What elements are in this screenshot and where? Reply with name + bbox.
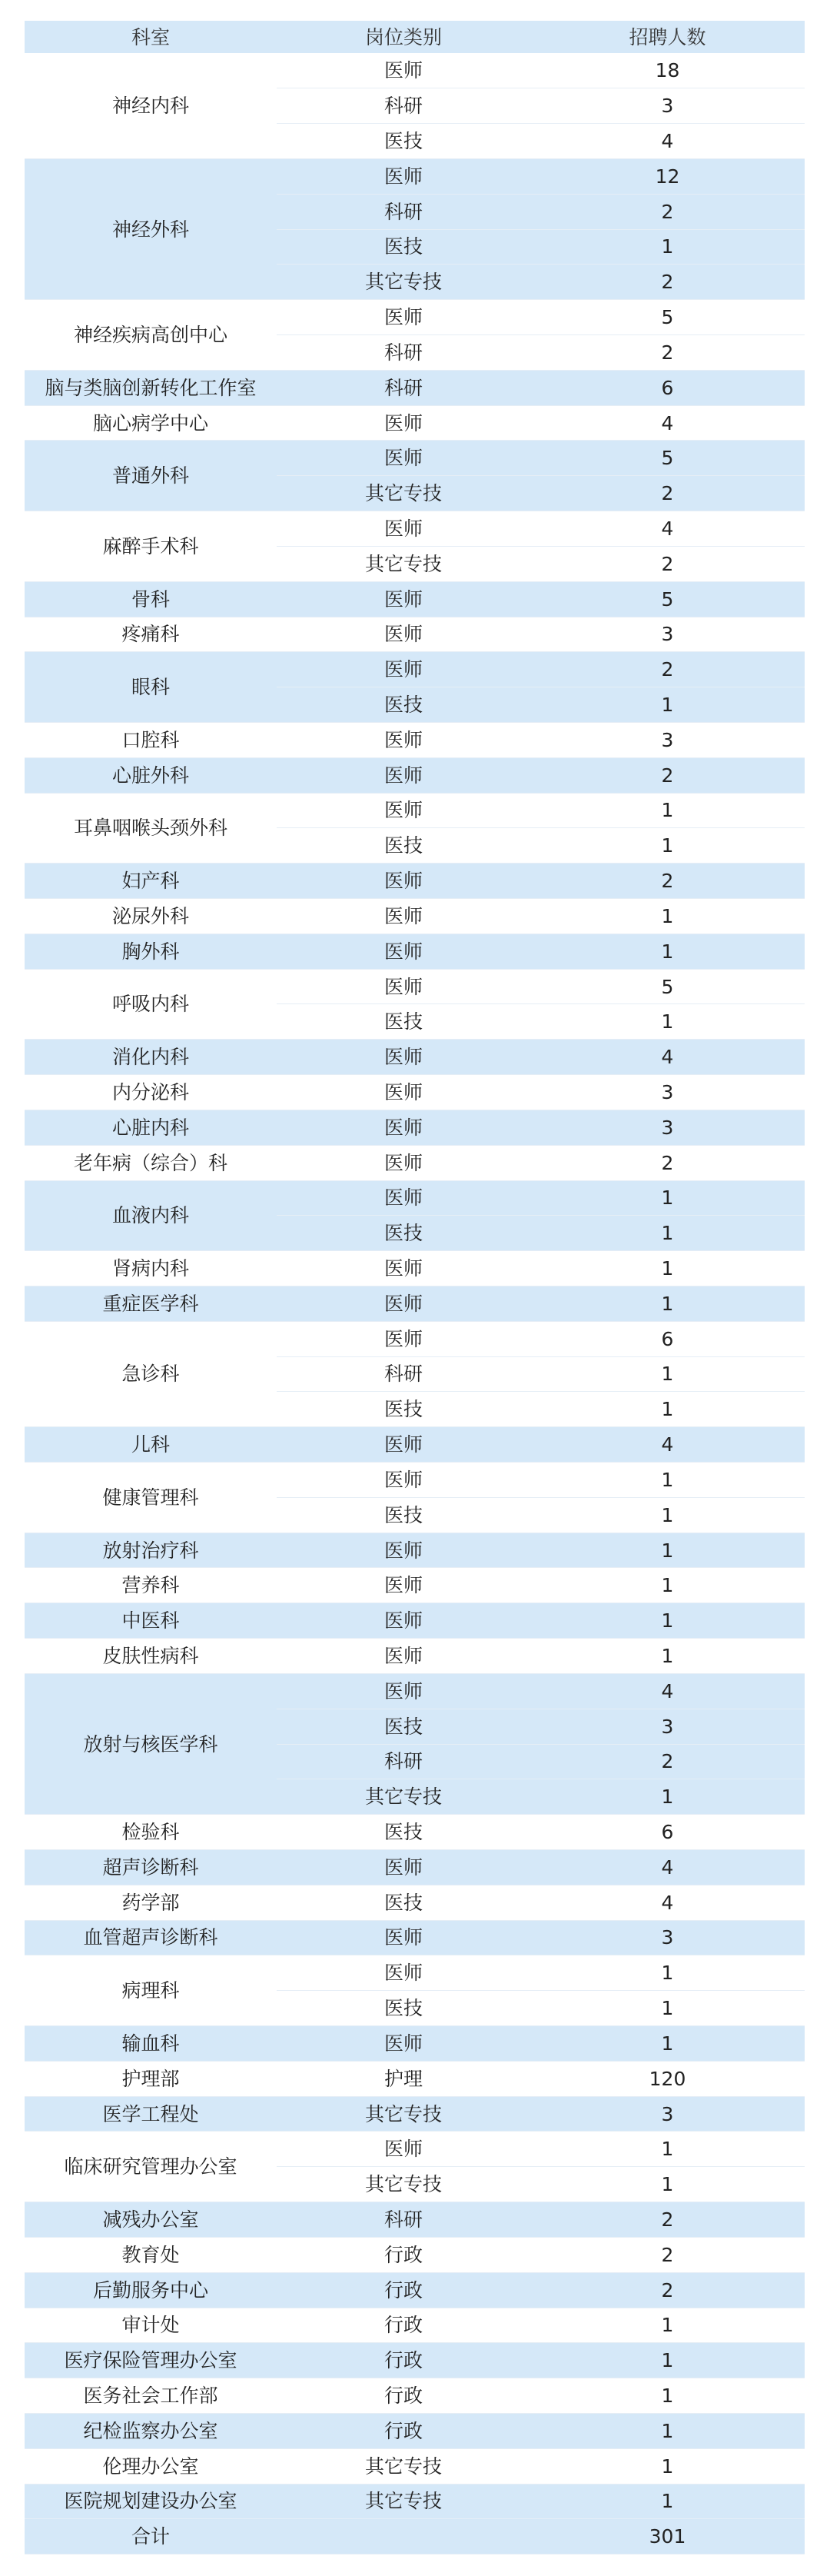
table-row [25, 1075, 805, 1110]
position-type-cell: 其它专技 [277, 2448, 530, 2484]
hiring-count-cell: 2 [530, 546, 805, 581]
position-type-cell: 医师 [277, 864, 530, 899]
department-cell: 检验科 [25, 1815, 277, 1850]
position-type-cell: 医师 [277, 300, 530, 335]
department-cell: 心脏内科 [25, 1110, 277, 1145]
position-type-cell: 医技 [277, 1004, 530, 1040]
table-row [25, 864, 805, 899]
table-row [25, 1955, 805, 1991]
hiring-count-cell: 1 [530, 899, 805, 934]
table-row [25, 2202, 805, 2238]
table-row [25, 2272, 805, 2308]
table-row [25, 370, 805, 405]
total-label: 合计 [25, 2519, 277, 2554]
table-row [25, 1040, 805, 1075]
position-type-cell: 医师 [277, 793, 530, 828]
department-cell: 脑与类脑创新转化工作室 [25, 370, 277, 405]
table-row [25, 1463, 805, 1498]
position-type-cell: 科研 [277, 2202, 530, 2238]
table-row [25, 2448, 805, 2484]
department-cell: 医院规划建设办公室 [25, 2484, 277, 2519]
department-cell: 输血科 [25, 2026, 277, 2062]
table-row [25, 2484, 805, 2519]
department-cell: 血管超声诊断科 [25, 1920, 277, 1955]
table-row [25, 1251, 805, 1286]
position-type-cell: 其它专技 [277, 2484, 530, 2519]
table-row [25, 581, 805, 617]
position-type-cell: 科研 [277, 88, 530, 124]
department-cell: 健康管理科 [25, 1463, 277, 1533]
hiring-count-cell: 2 [530, 652, 805, 687]
table-row [25, 1286, 805, 1321]
position-type-cell: 护理 [277, 2061, 530, 2096]
table-row [25, 2061, 805, 2096]
position-type-cell: 医师 [277, 1180, 530, 1216]
table-row [25, 617, 805, 652]
header-row [25, 21, 805, 53]
table-row [25, 405, 805, 441]
table-row [25, 2343, 805, 2378]
position-type-cell: 医师 [277, 2132, 530, 2167]
position-type-cell: 医技 [277, 1497, 530, 1533]
position-type-cell: 医技 [277, 1991, 530, 2026]
hiring-count-cell: 3 [530, 1709, 805, 1744]
table-row [25, 2026, 805, 2062]
hiring-count-cell: 120 [530, 2061, 805, 2096]
hiring-count-cell: 1 [530, 1392, 805, 1427]
table-row [25, 1533, 805, 1568]
table-row [25, 511, 805, 547]
department-cell: 护理部 [25, 2061, 277, 2096]
position-type-cell: 医师 [277, 1639, 530, 1674]
department-cell: 骨科 [25, 581, 277, 617]
department-cell: 重症医学科 [25, 1286, 277, 1321]
hiring-count-cell: 4 [530, 1427, 805, 1463]
position-type-cell: 医技 [277, 229, 530, 265]
table-row [25, 1568, 805, 1603]
table-row [25, 1815, 805, 1850]
hiring-count-cell: 2 [530, 757, 805, 793]
table-row [25, 722, 805, 757]
position-type-cell: 医师 [277, 1849, 530, 1885]
department-cell: 伦理办公室 [25, 2448, 277, 2484]
hiring-count-cell: 2 [530, 864, 805, 899]
table-row [25, 1180, 805, 1216]
position-type-cell: 行政 [277, 2378, 530, 2414]
department-cell: 皮肤性病科 [25, 1639, 277, 1674]
total-row [25, 2519, 805, 2554]
hiring-count-cell: 2 [530, 2237, 805, 2272]
hiring-count-cell: 1 [530, 1779, 805, 1815]
department-cell: 麻醉手术科 [25, 511, 277, 582]
position-type-cell: 行政 [277, 2237, 530, 2272]
hiring-count-cell: 2 [530, 1744, 805, 1779]
hiring-count-cell: 1 [530, 1251, 805, 1286]
position-type-cell: 医师 [277, 1673, 530, 1709]
table-row [25, 300, 805, 335]
hiring-count-cell: 5 [530, 300, 805, 335]
position-type-cell: 医师 [277, 617, 530, 652]
hiring-count-cell: 1 [530, 828, 805, 864]
table-row [25, 969, 805, 1004]
hiring-count-cell: 1 [530, 2413, 805, 2448]
hiring-count-cell: 1 [530, 1603, 805, 1639]
header-department: 科室 [25, 21, 277, 53]
position-type-cell: 医师 [277, 1110, 530, 1145]
table-row [25, 158, 805, 194]
position-type-cell: 科研 [277, 1356, 530, 1392]
hiring-count-cell: 3 [530, 1920, 805, 1955]
hiring-count-cell: 1 [530, 2343, 805, 2378]
table-row [25, 934, 805, 969]
position-type-cell: 医技 [277, 1216, 530, 1251]
department-cell: 心脏外科 [25, 757, 277, 793]
department-cell: 急诊科 [25, 1321, 277, 1426]
department-cell: 内分泌科 [25, 1075, 277, 1110]
hiring-count-cell: 1 [530, 2484, 805, 2519]
position-type-cell: 医师 [277, 1286, 530, 1321]
hiring-count-cell: 4 [530, 124, 805, 159]
position-type-cell: 医师 [277, 899, 530, 934]
position-type-cell: 科研 [277, 194, 530, 229]
position-type-cell: 医技 [277, 828, 530, 864]
hiring-count-cell: 3 [530, 1110, 805, 1145]
table-row [25, 1321, 805, 1356]
department-cell: 医务社会工作部 [25, 2378, 277, 2414]
position-type-cell: 医师 [277, 53, 530, 88]
hiring-count-cell: 1 [530, 2026, 805, 2062]
hiring-count-cell: 1 [530, 687, 805, 723]
department-cell: 神经内科 [25, 53, 277, 158]
department-cell: 普通外科 [25, 441, 277, 511]
hiring-count-cell: 3 [530, 88, 805, 124]
position-type-cell: 医师 [277, 1075, 530, 1110]
position-type-cell: 医师 [277, 511, 530, 547]
hiring-count-cell: 2 [530, 1145, 805, 1180]
position-type-cell: 医技 [277, 1392, 530, 1427]
position-type-cell: 医师 [277, 1463, 530, 1498]
table-row [25, 652, 805, 687]
hiring-count-cell: 1 [530, 1004, 805, 1040]
table-row [25, 793, 805, 828]
position-type-cell: 医师 [277, 405, 530, 441]
table-row [25, 441, 805, 476]
position-type-cell: 医师 [277, 1427, 530, 1463]
department-cell: 老年病（综合）科 [25, 1145, 277, 1180]
hiring-count-cell: 1 [530, 1568, 805, 1603]
position-type-cell: 医师 [277, 158, 530, 194]
hiring-count-cell: 5 [530, 441, 805, 476]
position-type-cell: 医师 [277, 969, 530, 1004]
table-row [25, 1110, 805, 1145]
table-row [25, 899, 805, 934]
department-cell: 营养科 [25, 1568, 277, 1603]
position-type-cell: 行政 [277, 2272, 530, 2308]
hiring-count-cell: 2 [530, 265, 805, 300]
total-empty-cell [277, 2519, 530, 2554]
hiring-count-cell: 6 [530, 370, 805, 405]
position-type-cell: 其它专技 [277, 265, 530, 300]
position-type-cell: 其它专技 [277, 1779, 530, 1815]
department-cell: 妇产科 [25, 864, 277, 899]
table-row [25, 2237, 805, 2272]
department-cell: 疼痛科 [25, 617, 277, 652]
table-row [25, 1673, 805, 1709]
hiring-count-cell: 1 [530, 1356, 805, 1392]
table-header [25, 21, 805, 53]
position-type-cell: 其它专技 [277, 546, 530, 581]
department-cell: 纪检监察办公室 [25, 2413, 277, 2448]
department-cell: 肾病内科 [25, 1251, 277, 1286]
hiring-count-cell: 6 [530, 1815, 805, 1850]
position-type-cell: 科研 [277, 1744, 530, 1779]
total-count: 301 [530, 2519, 805, 2554]
hiring-count-cell: 1 [530, 1639, 805, 1674]
table-row [25, 2132, 805, 2167]
hiring-count-cell: 1 [530, 934, 805, 969]
hiring-count-cell: 1 [530, 2378, 805, 2414]
header-hiring-count: 招聘人数 [530, 21, 805, 53]
department-cell: 临床研究管理办公室 [25, 2132, 277, 2202]
hiring-count-cell: 3 [530, 722, 805, 757]
hiring-count-cell: 4 [530, 1885, 805, 1920]
department-cell: 脑心病学中心 [25, 405, 277, 441]
hiring-count-cell: 1 [530, 229, 805, 265]
department-cell: 病理科 [25, 1955, 277, 2026]
department-cell: 耳鼻咽喉头颈外科 [25, 793, 277, 864]
position-type-cell: 科研 [277, 370, 530, 405]
hiring-count-cell: 6 [530, 1321, 805, 1356]
department-cell: 后勤服务中心 [25, 2272, 277, 2308]
position-type-cell: 医师 [277, 1251, 530, 1286]
position-type-cell: 医技 [277, 1709, 530, 1744]
department-cell: 呼吸内科 [25, 969, 277, 1040]
hiring-count-cell: 3 [530, 2096, 805, 2132]
table-row [25, 1885, 805, 1920]
hiring-count-cell: 1 [530, 1286, 805, 1321]
table-row [25, 1639, 805, 1674]
position-type-cell: 医技 [277, 687, 530, 723]
hiring-count-cell: 1 [530, 2308, 805, 2343]
hiring-count-cell: 5 [530, 581, 805, 617]
position-type-cell: 医技 [277, 1885, 530, 1920]
department-cell: 超声诊断科 [25, 1849, 277, 1885]
position-type-cell: 其它专技 [277, 476, 530, 511]
department-cell: 审计处 [25, 2308, 277, 2343]
position-type-cell: 医师 [277, 1603, 530, 1639]
position-type-cell: 医师 [277, 441, 530, 476]
position-type-cell: 医师 [277, 2026, 530, 2062]
hiring-count-cell: 1 [530, 2132, 805, 2167]
recruitment-table [25, 21, 805, 2554]
table-row [25, 1145, 805, 1180]
hiring-count-cell: 12 [530, 158, 805, 194]
position-type-cell: 行政 [277, 2308, 530, 2343]
position-type-cell: 医师 [277, 1321, 530, 1356]
position-type-cell: 医师 [277, 1920, 530, 1955]
position-type-cell: 医师 [277, 1568, 530, 1603]
position-type-cell: 医技 [277, 1815, 530, 1850]
position-type-cell: 行政 [277, 2413, 530, 2448]
position-type-cell: 行政 [277, 2343, 530, 2378]
hiring-count-cell: 2 [530, 476, 805, 511]
department-cell: 医学工程处 [25, 2096, 277, 2132]
table-row [25, 2308, 805, 2343]
position-type-cell: 其它专技 [277, 2167, 530, 2202]
position-type-cell: 医师 [277, 1955, 530, 1991]
hiring-count-cell: 1 [530, 1497, 805, 1533]
position-type-cell: 医师 [277, 722, 530, 757]
hiring-count-cell: 2 [530, 2202, 805, 2238]
table-row [25, 757, 805, 793]
department-cell: 泌尿外科 [25, 899, 277, 934]
department-cell: 教育处 [25, 2237, 277, 2272]
hiring-count-cell: 3 [530, 617, 805, 652]
position-type-cell: 医技 [277, 124, 530, 159]
hiring-count-cell: 1 [530, 1216, 805, 1251]
position-type-cell: 医师 [277, 1040, 530, 1075]
hiring-count-cell: 4 [530, 405, 805, 441]
hiring-count-cell: 2 [530, 2272, 805, 2308]
department-cell: 胸外科 [25, 934, 277, 969]
table-body [25, 53, 805, 2554]
department-cell: 消化内科 [25, 1040, 277, 1075]
department-cell: 血液内科 [25, 1180, 277, 1251]
hiring-count-cell: 1 [530, 1991, 805, 2026]
department-cell: 放射治疗科 [25, 1533, 277, 1568]
position-type-cell: 医师 [277, 1533, 530, 1568]
hiring-count-cell: 2 [530, 335, 805, 371]
table-row [25, 2413, 805, 2448]
position-type-cell: 医师 [277, 652, 530, 687]
department-cell: 眼科 [25, 652, 277, 723]
hiring-count-cell: 4 [530, 511, 805, 547]
hiring-count-cell: 3 [530, 1075, 805, 1110]
position-type-cell: 科研 [277, 335, 530, 371]
table-row [25, 2378, 805, 2414]
header-position-type: 岗位类别 [277, 21, 530, 53]
department-cell: 儿科 [25, 1427, 277, 1463]
department-cell: 放射与核医学科 [25, 1673, 277, 1814]
position-type-cell: 医师 [277, 1145, 530, 1180]
hiring-count-cell: 1 [530, 1180, 805, 1216]
hiring-count-cell: 1 [530, 793, 805, 828]
hiring-count-cell: 4 [530, 1673, 805, 1709]
hiring-count-cell: 18 [530, 53, 805, 88]
department-cell: 中医科 [25, 1603, 277, 1639]
hiring-count-cell: 2 [530, 194, 805, 229]
hiring-count-cell: 1 [530, 2167, 805, 2202]
table-row [25, 1427, 805, 1463]
department-cell: 口腔科 [25, 722, 277, 757]
department-cell: 神经疾病高创中心 [25, 300, 277, 371]
hiring-count-cell: 1 [530, 1463, 805, 1498]
table-row [25, 1920, 805, 1955]
hiring-count-cell: 4 [530, 1040, 805, 1075]
department-cell: 神经外科 [25, 158, 277, 299]
hiring-count-cell: 4 [530, 1849, 805, 1885]
position-type-cell: 医师 [277, 757, 530, 793]
position-type-cell: 医师 [277, 581, 530, 617]
department-cell: 药学部 [25, 1885, 277, 1920]
table-row [25, 1603, 805, 1639]
table-row [25, 53, 805, 88]
hiring-count-cell: 1 [530, 1955, 805, 1991]
hiring-count-cell: 1 [530, 2448, 805, 2484]
position-type-cell: 医师 [277, 934, 530, 969]
department-cell: 减残办公室 [25, 2202, 277, 2238]
table-row [25, 1849, 805, 1885]
hiring-count-cell: 5 [530, 969, 805, 1004]
department-cell: 医疗保险管理办公室 [25, 2343, 277, 2378]
hiring-count-cell: 1 [530, 1533, 805, 1568]
table-row [25, 2096, 805, 2132]
position-type-cell: 其它专技 [277, 2096, 530, 2132]
